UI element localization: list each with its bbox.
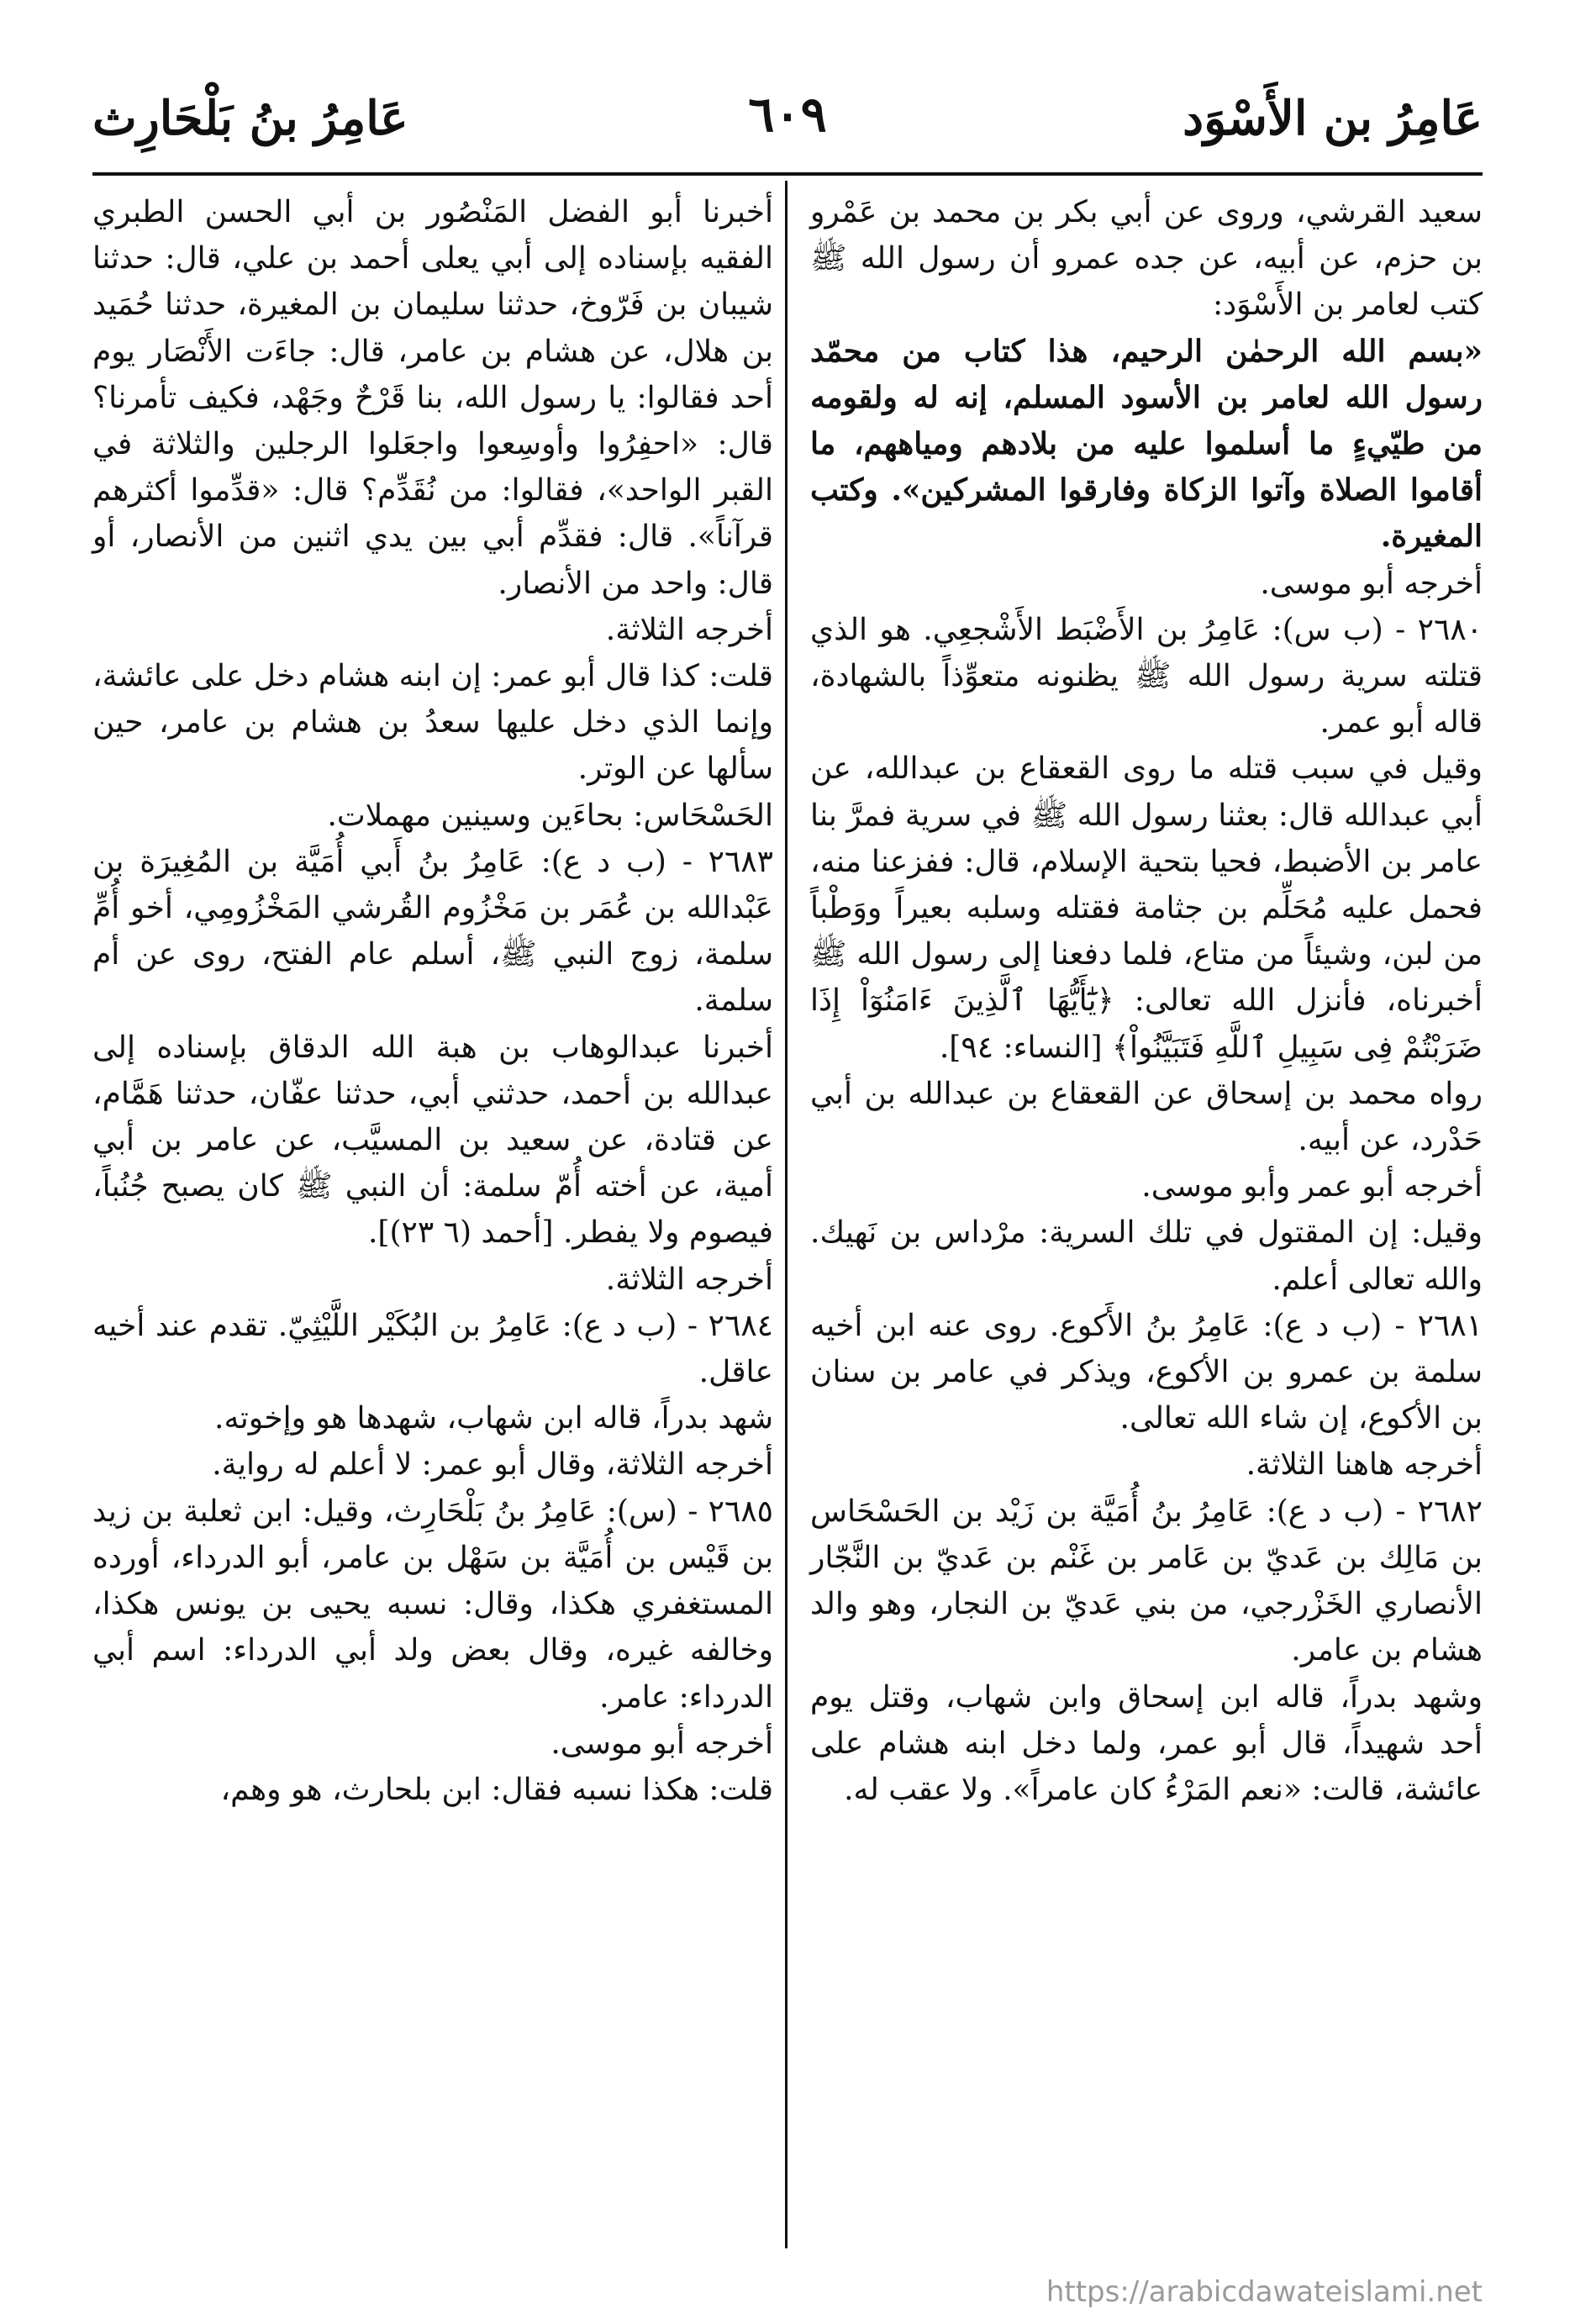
- column-divider: [785, 181, 788, 2248]
- paragraph: أخرجه الثلاثة، وقال أبو عمر: لا أعلم له رواية.: [212, 1447, 773, 1483]
- entry-2680: ٢٦٨٠ - (ب س): عَامِرُ بن الأَضْبَط الأَشْجعِي. هو الذي قتلته سرية رسول الله ﷺ يظنونه متعوِّذاً بالشهادة، قاله أبو عمر.: [810, 612, 1483, 740]
- paragraph: وقيل في سبب قتله ما روى القعقاع بن عبدالله، عن أبي عبدالله قال: بعثنا رسول الله ﷺ في سرية فمرَّ بنا عامر بن الأضبط، فحيا بتحية الإسلام، قال: ففزعنا منه، فحمل عليه مُحَلِّم بن جثامة فقتله وسلبه بعيراً ووَطْباً من لبن، وشيئاً من متاع، فلما دفعنا إلى رسول الله ﷺ أخبرناه، فأنزل الله تعالى: ﴿يَٰٓأَيُّهَا ٱلَّذِينَ ءَامَنُوٓاْ إِذَا ضَرَبْتُمْ فِى سَبِيلِ ٱللَّهِ فَتَبَيَّنُواْ﴾ [النساء: ٩٤].: [810, 751, 1483, 1065]
- paragraph: أخبرنا عبدالوهاب بن هبة الله الدقاق بإسناده إلى عبدالله بن أحمد، حدثني أبي، حدثنا عفّان، حدثنا هَمَّام، عن قتادة، عن سعيد بن المسيَّب، عن عامر بن أبي أمية، عن أخته أُمّ سلمة: أن النبي ﷺ كان يصبح جُنُباً، فيصوم ولا يفطر. [أحمد (٦ ٢٣)].: [92, 1030, 773, 1251]
- entry-2682: ٢٦٨٢ - (ب د ع): عَامِرُ بنُ أُمَيَّة بن زَيْد بن الحَسْحَاس بن مَالِك بن عَديّ بن عَامر بن غَنْم بن عَديّ بن النَّجّار الأنصاري الخَزْرجي، من بني عَديّ بن النجار، وهو والد هشام بن عامر.: [810, 1494, 1483, 1668]
- entry-2681: ٢٦٨١ - (ب د ع): عَامِرُ بنُ الأَكوع. روى عنه ابن أخيه سلمة بن عمرو بن الأكوع، ويذكر في عامر بن سنان بن الأكوع، إن شاء الله تعالى.: [810, 1308, 1483, 1436]
- paragraph: أخبرنا أبو الفضل المَنْصُور بن أبي الحسن الطبري الفقيه بإسناده إلى أبي يعلى أحمد بن علي، قال: حدثنا شيبان بن فَرّوخ، حدثنا سليمان بن المغيرة، حدثنا حُمَيد بن هلال، عن هشام بن عامر، قال: جاءَت الأَنْصَار يوم أحد فقالوا: يا رسول الله، بنا قَرْحٌ وجَهْد، فكيف تأمرنا؟ قال: «احفِرُوا وأوسِعوا واجعَلوا الرجلين والثلاثة في القبر الواحد»، فقالوا: من نُقَدِّم؟ قال: «قدِّموا أكثرهم قرآناً». قال: فقدِّم أبي بين يدي اثنين من الأنصار، أو قال: واحد من الأنصار.: [92, 195, 773, 601]
- running-head-right: عَامِرُ بن الأَسْوَد: [1183, 91, 1483, 146]
- paragraph: سعيد القرشي، وروى عن أبي بكر بن محمد بن عَمْرو بن حزم، عن أبيه، عن جده عمرو أن رسول الله ﷺ كتب لعامر بن الأَسْوَد:: [810, 195, 1483, 323]
- paragraph: أخرجه أبو عمر وأبو موسى.: [1141, 1169, 1483, 1204]
- paragraph: أخرجه الثلاثة.: [605, 612, 773, 647]
- paragraph: شهد بدراً، قاله ابن شهاب، شهدها هو وإخوته.: [214, 1401, 773, 1436]
- paragraph: وشهد بدراً، قاله ابن إسحاق وابن شهاب، وقتل يوم أحد شهيداً، قال أبو عمر، ولما دخل ابنه هشام على عائشة، قالت: «نعم المَرْءُ كان عامراً». ولا عقب له.: [810, 1679, 1483, 1807]
- left-column: [92, 189, 773, 1813]
- paragraph: رواه محمد بن إسحاق عن القعقاع بن عبدالله بن أبي حَدْرد، عن أبيه.: [810, 1076, 1483, 1158]
- paragraph: قلت: كذا قال أبو عمر: إن ابنه هشام دخل على عائشة، وإنما الذي دخل عليها سعدُ بن هشام بن عامر، حين سألها عن الوتر.: [92, 659, 773, 787]
- paragraph: أخرجه هاهنا الثلاثة.: [1246, 1447, 1483, 1483]
- paragraph: أخرجه الثلاثة.: [605, 1262, 773, 1297]
- page-number: ٦٠٩: [748, 86, 827, 143]
- header-rule: [92, 172, 1483, 176]
- entry-2684: ٢٦٨٤ - (ب د ع): عَامِرُ بن البُكَيْر اللَّيْثِيّ. تقدم عند أخيه عاقل.: [92, 1308, 773, 1390]
- watermark-url: https://arabicdawateislami.net: [1046, 2275, 1483, 2309]
- running-head-left: عَامِرُ بنُ بَلْحَارِث: [92, 91, 408, 146]
- paragraph: أخرجه أبو موسى.: [550, 1726, 773, 1761]
- paragraph: وقيل: إن المقتول في تلك السرية: مرْداس بن نَهيك. والله تعالى أعلم.: [810, 1215, 1483, 1297]
- entry-2685: ٢٦٨٥ - (س): عَامِرُ بنُ بَلْحَارِث، وقيل: ابن ثعلبة بن زيد بن قَيْس بن أُمَيَّة بن سَهْل بن عامر، أبو الدرداء، أورده المستغفري هكذا، وقال: نسبه يحيى بن يونس هكذا، وخالفه غيره، وقال بعض ولد أبي الدرداء: اسم أبي الدرداء: عامر.: [92, 1494, 773, 1715]
- paragraph: الحَسْحَاس: بحاءَين وسينين مهملات.: [327, 798, 773, 833]
- entry-2683: ٢٦٨٣ - (ب د ع): عَامِرُ بنُ أَبي أُمَيَّة بن المُغِيرَة بن عَبْدالله بن عُمَر بن مَخْزُوم القُرشي المَخْزُومِي، أخو أُمِّ سلمة، زوج النبي ﷺ، أسلم عام الفتح، روى عن أم سلمة.: [92, 844, 773, 1019]
- paragraph: قلت: هكذا نسبه فقال: ابن بلحارث، هو وهم،: [220, 1772, 773, 1807]
- letter-quote: «بسم الله الرحمٰن الرحيم، هذا كتاب من محمّد رسول الله لعامر بن الأسود المسلم، إنه له ولقومه من طيّيءٍ ما أسلموا عليه من بلادهم ومياههم، ما أقاموا الصلاة وآتوا الزكاة وفارقوا المشركين». وكتب المغيرة.: [810, 333, 1483, 555]
- right-column: [810, 189, 1483, 1813]
- paragraph: أخرجه أبو موسى.: [1260, 566, 1483, 601]
- page-header: [92, 84, 1483, 151]
